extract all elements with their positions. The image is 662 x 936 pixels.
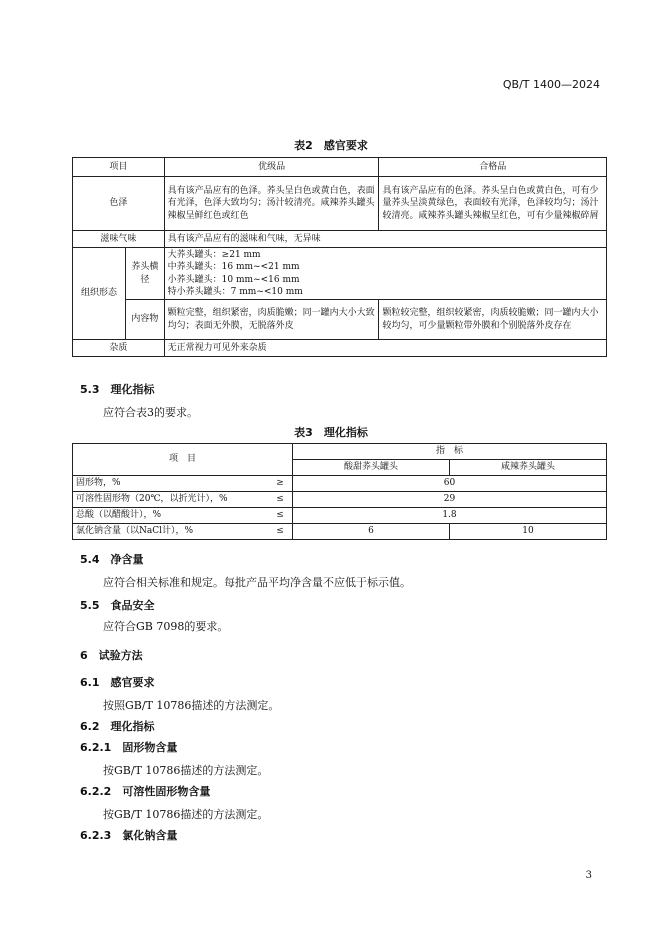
physchem-table [72,443,607,540]
t3-col-item: 项 目 [73,444,293,476]
page-number: 3 [585,870,592,881]
t3-row-name: 氯化钠含量（以NaCl计），% [73,524,269,540]
section-5-4-body: 应符合相关标准和规定。每批产品平均净含量不应低于标示值。 [103,576,411,589]
t3-row-name: 可溶性固形物（20℃，以折光计），% [73,492,269,508]
section-5-4-title: 5.4 净含量 [80,553,144,566]
section-6-2-2-title: 6.2.2 可溶性固形物含量 [80,785,211,798]
t3-row-op: ≤ [268,508,293,524]
col-item: 项目 [73,158,165,177]
diameter-line: 特小荞头罐头：7 mm~<10 mm [167,286,303,297]
row-taste-value: 具有该产品应有的滋味和气味，无异味 [164,231,606,248]
col-good: 优级品 [164,158,379,177]
col-ok: 合格品 [379,158,607,177]
t3-row-op: ≤ [268,524,293,540]
section-6-2-1-body: 按GB/T 10786描述的方法测定。 [103,764,269,777]
row-color-good: 具有该产品应有的色泽。荞头呈白色或黄白色，表面有光泽，色泽大致均匀；汤汁较清亮。咸辣荞头罐头辣椒呈鲜红色或红色 [164,177,379,231]
document-code: QB/T 1400—2024 [502,78,600,91]
t3-row-value: 1.8 [293,508,607,524]
t3-col-salty: 咸辣荞头罐头 [450,460,607,476]
section-5-5-title: 5.5 食品安全 [80,599,155,612]
section-6-title: 6 试验方法 [80,649,143,662]
row-form-label: 组织形态 [73,248,126,340]
diameter-values [164,248,606,300]
t3-col-sweet: 酸甜荞头罐头 [293,460,450,476]
t3-row-op: ≤ [268,492,293,508]
section-6-2-3-title: 6.2.3 氯化钠含量 [80,829,178,842]
table3-caption: 表3 理化指标 [294,426,368,439]
t3-col-index: 指 标 [293,444,607,460]
row-color-label: 色泽 [73,177,165,231]
table2-caption: 表2 感官要求 [294,139,368,152]
section-6-1-title: 6.1 感官要求 [80,676,155,689]
t3-row-value: 29 [293,492,607,508]
sub-diameter-label: 荞头横径 [126,248,165,300]
t3-row-op: ≥ [268,476,293,492]
diameter-line: 小荞头罐头：10 mm~<16 mm [167,274,300,285]
diameter-line: 中荞头罐头：16 mm~<21 mm [167,262,300,273]
section-5-5-body: 应符合GB 7098的要求。 [103,620,229,633]
section-5-3-title: 5.3 理化指标 [80,383,155,396]
content-ok: 颗粒较完整，组织较紧密，肉质较脆嫩；同一罐内大小较均匀，可少量颗粒带外膜和个别脱落外皮存在 [379,300,607,340]
diameter-line: 大荞头罐头：≥21 mm [167,250,261,261]
sensory-table [72,157,607,357]
t3-row-value: 60 [293,476,607,492]
row-impurity-value: 无正常视力可见外来杂质 [164,340,606,357]
row-impurity-label: 杂质 [73,340,165,357]
sub-content-label: 内容物 [126,300,165,340]
section-6-2-title: 6.2 理化指标 [80,720,155,733]
t3-row-sweet: 6 [293,524,450,540]
row-color-ok: 具有该产品应有的色泽。荞头呈白色或黄白色，可有少量荞头呈淡黄绿色，表面较有光泽，色泽较均匀；汤汁较清亮。咸辣荞头罐头辣椒呈红色，可有少量辣椒碎屑 [379,177,607,231]
section-5-3-body: 应符合表3的要求。 [103,406,198,419]
t3-row-name: 固形物，% [73,476,269,492]
section-6-1-body: 按照GB/T 10786描述的方法测定。 [103,699,280,712]
content-good: 颗粒完整，组织紧密，肉质脆嫩；同一罐内大小大致均匀；表面无外膜，无脱落外皮 [164,300,379,340]
t3-row-name: 总酸（以醋酸计），% [73,508,269,524]
row-taste-label: 滋味气味 [73,231,165,248]
t3-row-salty: 10 [450,524,607,540]
section-6-2-1-title: 6.2.1 固形物含量 [80,741,178,754]
section-6-2-2-body: 按GB/T 10786描述的方法测定。 [103,808,269,821]
